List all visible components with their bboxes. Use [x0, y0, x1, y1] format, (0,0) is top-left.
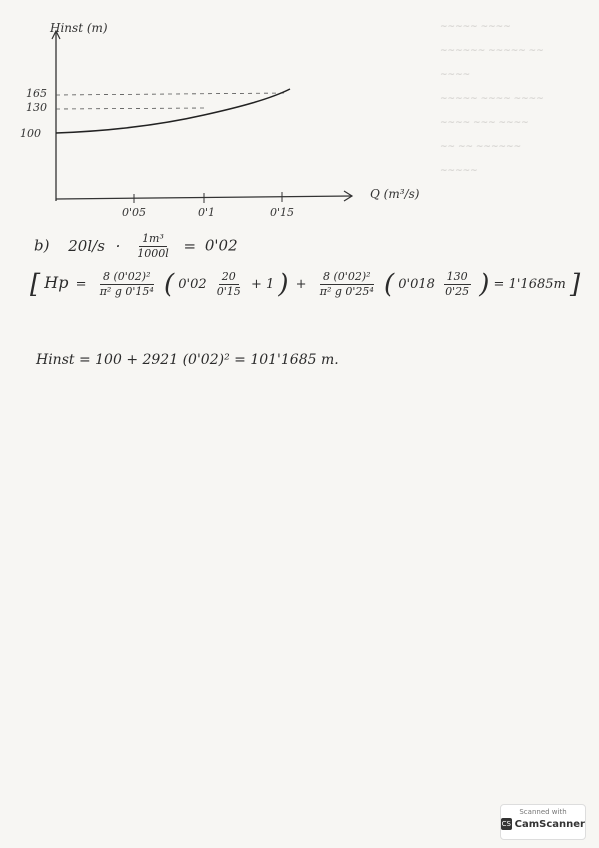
conversion-fraction: [134, 232, 172, 261]
term1-fraction: [97, 270, 157, 299]
y-tick-label: 100: [20, 127, 41, 140]
term1-den: π² g 0'15⁴: [99, 285, 154, 298]
y-tick-label: 130: [26, 101, 47, 114]
term2-ratio-den: 0'25: [445, 285, 470, 298]
term2-ratio-num: 130: [444, 270, 471, 285]
term1-plus-one: + 1: [250, 277, 275, 292]
scanned-with-text: Scanned with: [519, 808, 567, 816]
x-tick-label: 0'1: [198, 206, 216, 219]
term1-ratio-den: 0'15: [216, 285, 241, 298]
term2-fraction: [317, 270, 377, 299]
camscanner-brand: CamScanner: [514, 818, 585, 830]
curve: [56, 89, 290, 133]
hinst-line: Hinst = 100 + 2921 (0'02)² = 101'1685 m.: [36, 352, 339, 368]
bleed-through-text: ~~~~~ ~~~~ ~~~~~~ ~~~~~ ~~ ~~~~ ~~~~~ ~~~~ ~~~~ ~~~~ ~~~ ~~~~ ~~ ~~ ~~~~~~ ~~~~~: [440, 22, 544, 176]
x-axis-label: Q (m³/s): [370, 187, 420, 201]
term2-den: π² g 0'25⁴: [319, 285, 374, 298]
guide-130: [56, 108, 204, 109]
term1-ratio-num: 20: [219, 270, 239, 285]
hp-label: Hp: [44, 273, 69, 292]
camscanner-badge: [500, 804, 586, 840]
y-axis-label: Hinst (m): [50, 21, 108, 35]
y-tick-label: 165: [26, 87, 47, 100]
graph-drawing: [20, 15, 460, 215]
conversion-num: 1m³: [139, 232, 167, 247]
term2-friction: 0'018: [398, 277, 435, 292]
conversion-den: 1000l: [137, 247, 169, 260]
part-label: b): [34, 236, 50, 255]
x-tick-label: 0'15: [270, 206, 295, 219]
x-tick-label: 0'05: [122, 206, 147, 219]
conversion-result: 0'02: [204, 236, 238, 255]
guide-165: [56, 93, 288, 95]
conversion-line: b) 20l/s · $\frac{\text{1m³}}{1000l}$ = 0'02: [34, 232, 238, 260]
term1-friction: 0'02: [178, 277, 207, 292]
term2-num: 8 (0'02)²: [320, 270, 374, 285]
h-vs-q-graph: [20, 15, 460, 219]
term2-length-ratio: [442, 270, 472, 299]
term1-length-ratio: [214, 270, 244, 299]
camscanner-logo-icon: CS: [501, 820, 511, 828]
term1-num: 8 (0'02)²: [100, 270, 154, 285]
hp-result: = 1'1685m: [493, 277, 566, 292]
hp-equation: [ Hp = $\frac{\text{8 (0'02)²}}{\text{π² g 0'15⁴}}$ ( 0'02 $\frac{20}{0'15}$ + 1 ) + $\frac{\text{8 (0'02)²}}{\text{π² g 0'25⁴}}$ ( 0'018 $\frac{130}{0'25}$ ) = 1'1685m ]: [30, 269, 581, 300]
flow-lps: 20l/s: [68, 236, 105, 255]
